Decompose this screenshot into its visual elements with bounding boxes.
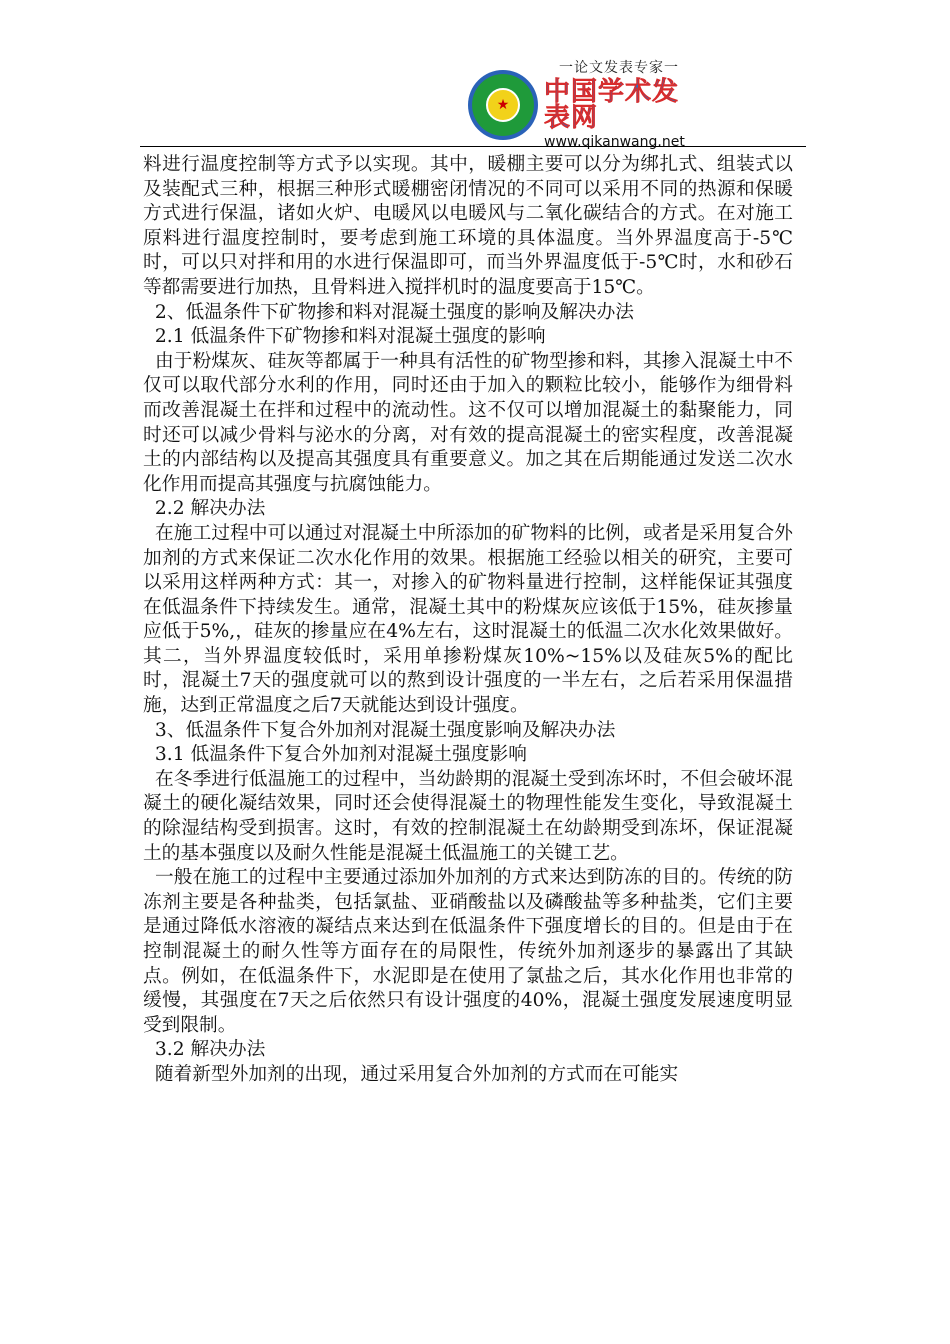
site-logo bbox=[468, 60, 694, 150]
book-icon: ★ bbox=[486, 88, 520, 122]
seal-icon bbox=[468, 70, 538, 140]
logo-tagline: 一论文发表专家一 bbox=[559, 60, 679, 76]
paragraph: 一般在施工的过程中主要通过添加外加剂的方式来达到防冻的目的。传统的防冻剂主要是各种盐类，包括氯盐、亚硝酸盐以及磷酸盐等多种盐类，它们主要是通过降低水溶液的凝结点来达到在低温条件下强度增长的目的。但是由于在控制混凝土的耐久性等方面存在的局限性，传统外加剂逐步的暴露出了其缺点。例如，在低温条件下，水泥即是在使用了氯盐之后，其水化作用也非常的缓慢，其强度在7天之后依然只有设计强度的40%，混凝土强度发展速度明显受到限制。 bbox=[143, 867, 793, 1036]
section-heading: 2、低温条件下矿物掺和料对混凝土强度的影响及解决办法 bbox=[143, 301, 634, 323]
paragraph: 随着新型外加剂的出现，通过采用复合外加剂的方式而在可能实 bbox=[143, 1063, 679, 1085]
logo-url: www.qikanwang.net bbox=[544, 134, 685, 150]
paragraph: 在施工过程中可以通过对混凝土中所添加的矿物料的比例，或者是采用复合外加剂的方式来保证二次水化作用的效果。根据施工经验以相关的研究，主要可以采用这样两种方式：其一，对掺入的矿物料量进行控制，这样能保证其强度在低温条件下持续发生。通常，混凝土其中的粉煤灰应该低于15%，硅灰掺量应低于5%,，硅灰的掺量应在4%左右，这时混凝土的低温二次水化效果做好。其二，当外界温度较低时，采用单掺粉煤灰10%~15%以及硅灰5%的配比时，混凝土7天的强度就可以的熬到设计强度的一半左右，之后若采用保温措施，达到正常温度之后7天就能达到设计强度。 bbox=[143, 522, 793, 717]
logo-title: 中国学术发表网 bbox=[544, 77, 680, 133]
logo-text bbox=[544, 61, 694, 149]
subsection-heading: 3.2 解决办法 bbox=[143, 1039, 266, 1061]
subsection-heading: 2.2 解决办法 bbox=[143, 498, 266, 520]
subsection-heading: 2.1 低温条件下矿物掺和料对混凝土强度的影响 bbox=[143, 326, 546, 348]
document-body bbox=[143, 153, 793, 1088]
section-heading: 3、低温条件下复合外加剂对混凝土强度影响及解决办法 bbox=[143, 719, 616, 741]
subsection-heading: 3.1 低温条件下复合外加剂对混凝土强度影响 bbox=[143, 744, 527, 766]
paragraph: 由于粉煤灰、硅灰等都属于一种具有活性的矿物型掺和料，其掺入混凝土中不仅可以取代部分水利的作用，同时还由于加入的颗粒比较小，能够作为细骨料而改善混凝土在拌和过程中的流动性。这不仅可以增加混凝土的黏聚能力，同时还可以减少骨料与泌水的分离，对有效的提高混凝土的密实程度，改善混凝土的内部结构以及提高其强度具有重要意义。加之其在后期能通过发送二次水化作用而提高其强度与抗腐蚀能力。 bbox=[143, 350, 793, 495]
header-divider bbox=[140, 146, 806, 147]
paragraph: 在冬季进行低温施工的过程中，当幼龄期的混凝土受到冻坏时，不但会破坏混凝土的硬化凝结效果，同时还会使得混凝土的物理性能发生变化，导致混凝土的除湿结构受到损害。这时，有效的控制混凝土在幼龄期受到冻坏，保证混凝土的基本强度以及耐久性能是混凝土低温施工的关键工艺。 bbox=[143, 768, 793, 864]
paragraph: 料进行温度控制等方式予以实现。其中，暖棚主要可以分为绑扎式、组装式以及装配式三种，根据三种形式暖棚密闭情况的不同可以采用不同的热源和保暖方式进行保温，诸如火炉、电暖风以电暖风与二氧化碳结合的方式。在对施工原料进行温度控制时，要考虑到施工环境的具体温度。当外界温度高于-5℃时，可以只对拌和用的水进行保温即可，而当外界温度低于-5℃时，水和砂石等都需要进行加热，且骨料进入搅拌机时的温度要高于15℃。 bbox=[143, 154, 793, 298]
